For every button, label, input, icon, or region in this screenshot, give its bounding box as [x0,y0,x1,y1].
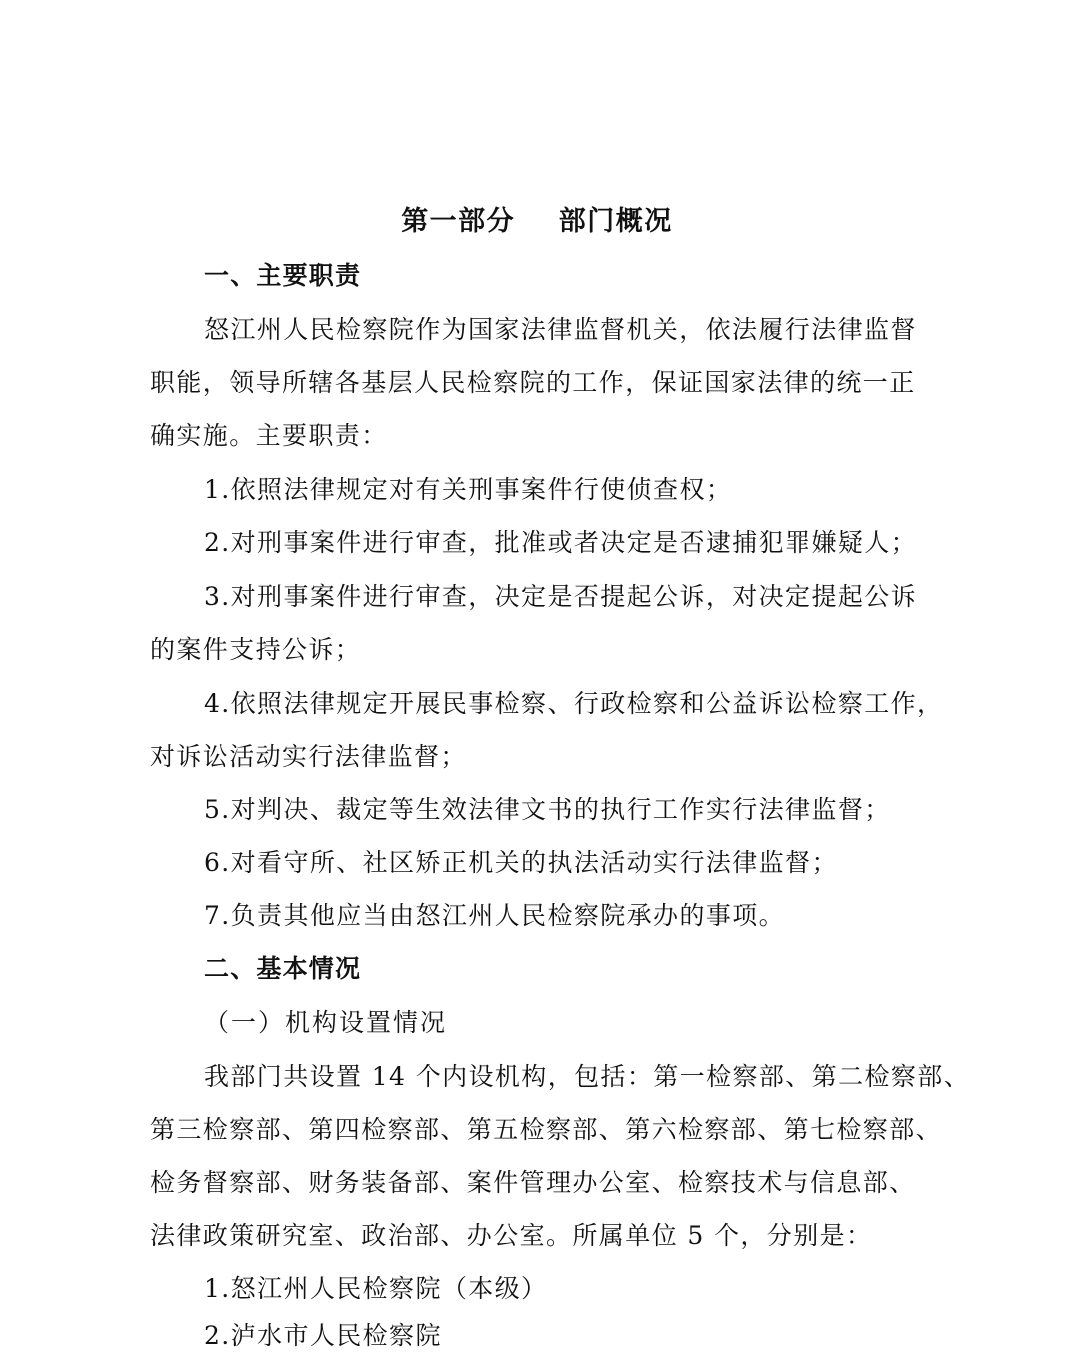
duty-item-2: 2.对刑事案件进行审查，批准或者决定是否逮捕犯罪嫌疑人； [204,528,918,557]
section-heading-basic-info: 二、基本情况 [204,954,362,983]
page-title: 第一部分 部门概况 [401,206,673,237]
unit-item-2: 2.泸水市人民检察院 [204,1321,442,1350]
duty-item-3-cont: 的案件支持公诉； [150,635,362,664]
subsection-heading-org: （一）机构设置情况 [204,1008,448,1037]
duty-item-4: 4.依照法律规定开展民事检察、行政检察和公益诉讼检察工作， [204,689,944,718]
duty-item-1: 1.依照法律规定对有关刑事案件行使侦查权； [204,475,733,504]
org-line-1: 我部门共设置 14 个内设机构，包括：第一检察部、第二检察部、 [204,1062,971,1091]
duty-item-3: 3.对刑事案件进行审查，决定是否提起公诉，对决定提起公诉 [204,582,918,611]
unit-item-1: 1.怒江州人民检察院（本级） [204,1274,548,1303]
intro-line-3: 确实施。主要职责： [150,421,388,450]
intro-line-1: 怒江州人民检察院作为国家法律监督机关，依法履行法律监督 [204,315,917,344]
intro-line-2: 职能，领导所辖各基层人民检察院的工作，保证国家法律的统一正 [150,368,916,397]
duty-item-5: 5.对判决、裁定等生效法律文书的执行工作实行法律监督； [204,795,891,824]
section-heading-main-duties: 一、主要职责 [204,261,362,290]
duty-item-6: 6.对看守所、社区矫正机关的执法活动实行法律监督； [204,848,838,877]
org-line-2: 第三检察部、第四检察部、第五检察部、第六检察部、第七检察部、 [150,1115,943,1144]
org-line-3: 检务督察部、财务装备部、案件管理办公室、检察技术与信息部、 [150,1168,916,1197]
duty-item-4-cont: 对诉讼活动实行法律监督； [150,742,467,771]
org-line-4: 法律政策研究室、政治部、办公室。所属单位 5 个，分别是： [150,1221,873,1250]
duty-item-7: 7.负责其他应当由怒江州人民检察院承办的事项。 [204,901,786,930]
